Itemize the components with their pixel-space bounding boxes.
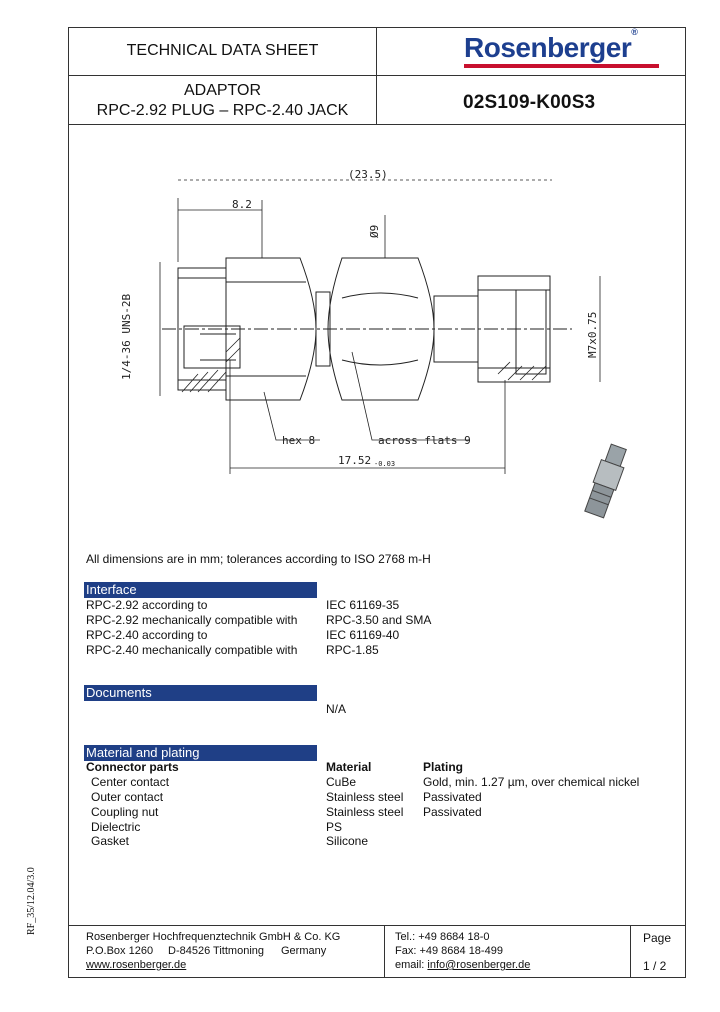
documents-heading: Documents <box>84 685 317 701</box>
material-row-3-plating: Passivated <box>423 805 482 819</box>
interface-row-1-value: IEC 61169-35 <box>326 598 400 612</box>
footer-tel: Tel.: +49 8684 18-0 <box>395 931 490 943</box>
footer-vdivider-1 <box>384 925 385 978</box>
footer-company: Rosenberger Hochfrequenztechnik GmbH & Co. KG <box>86 931 341 943</box>
sheet-title: TECHNICAL DATA SHEET <box>126 42 319 59</box>
dim-thread: 1/4-36 UNS-2B <box>120 293 133 380</box>
material-row-2-plating: Passivated <box>423 790 482 804</box>
material-row-2-part: Outer contact <box>91 790 164 804</box>
material-row-3-material: Stainless steel <box>326 805 404 819</box>
product-photo <box>583 443 630 519</box>
dim-bottom: 17.52 <box>338 454 372 467</box>
material-header-material: Material <box>326 760 372 774</box>
material-header-plating: Plating <box>423 760 464 774</box>
document-code: RF_35/12.04/3.0 <box>26 867 37 935</box>
footer-fax: Fax: +49 8684 18-499 <box>395 945 503 957</box>
interface-row-2-label: RPC-2.92 mechanically compatible with <box>86 613 298 627</box>
callout-across-flats: across flats 9 <box>378 434 471 447</box>
callout-hex: hex 8 <box>282 434 316 447</box>
part-number: 02S109-K00S3 <box>463 92 596 113</box>
footer-country: Germany <box>281 945 327 957</box>
footer-divider <box>68 925 686 926</box>
footer-email-label: email: <box>395 959 425 971</box>
material-row-3-part: Coupling nut <box>91 805 159 819</box>
interface-row-4-value: RPC-1.85 <box>326 643 379 657</box>
dim-bottom-tolerance: -0.03 <box>374 460 396 468</box>
interface-row-2-value: RPC-3.50 and SMA <box>326 613 432 627</box>
interface-row-3-label: RPC-2.40 according to <box>86 628 208 642</box>
product-type: ADAPTOR <box>183 82 262 99</box>
footer-website-wrap <box>86 959 186 971</box>
dim-diameter: Ø9 <box>368 224 381 238</box>
dim-total-length: (23.5) <box>348 168 388 181</box>
interface-row-3-value: IEC 61169-40 <box>326 628 400 642</box>
material-row-1-plating: Gold, min. 1.27 µm, over chemical nickel <box>423 775 640 789</box>
brand-logo[interactable]: Rosenberger® <box>464 26 638 63</box>
material-row-5-material: Silicone <box>326 834 369 848</box>
material-row-5-part: Gasket <box>91 834 130 848</box>
material-heading: Material and plating <box>84 745 317 761</box>
product-description: RPC-2.92 PLUG – RPC-2.40 JACK <box>96 102 349 119</box>
footer-website-link[interactable]: www.rosenberger.de <box>86 959 187 971</box>
footer-email-row <box>395 959 530 971</box>
footer-page-label: Page <box>643 931 672 945</box>
footer-pobox: P.O.Box 1260 <box>86 945 154 957</box>
footer-city: D-84526 Tittmoning <box>168 945 264 957</box>
interface-heading: Interface <box>84 582 317 598</box>
tolerance-note: All dimensions are in mm; tolerances according to ISO 2768 m-H <box>86 552 431 566</box>
material-row-1-material: CuBe <box>326 775 357 789</box>
footer-vdivider-2 <box>630 925 631 978</box>
footer-page-value: 1 / 2 <box>643 959 667 973</box>
material-row-4-part: Dielectric <box>91 820 141 834</box>
documents-value: N/A <box>326 702 347 716</box>
material-header-parts: Connector parts <box>86 760 179 774</box>
interface-row-1-label: RPC-2.92 according to <box>86 598 208 612</box>
material-row-4-material: PS <box>326 820 343 834</box>
interface-row-4-label: RPC-2.40 mechanically compatible with <box>86 643 298 657</box>
dim-left: 8.2 <box>232 198 252 211</box>
plug-inner <box>184 326 240 368</box>
material-row-1-part: Center contact <box>91 775 170 789</box>
dim-right-thread: M7x0.75 <box>586 311 599 358</box>
footer-email-link[interactable]: info@rosenberger.de <box>427 959 531 971</box>
material-row-2-material: Stainless steel <box>326 790 404 804</box>
